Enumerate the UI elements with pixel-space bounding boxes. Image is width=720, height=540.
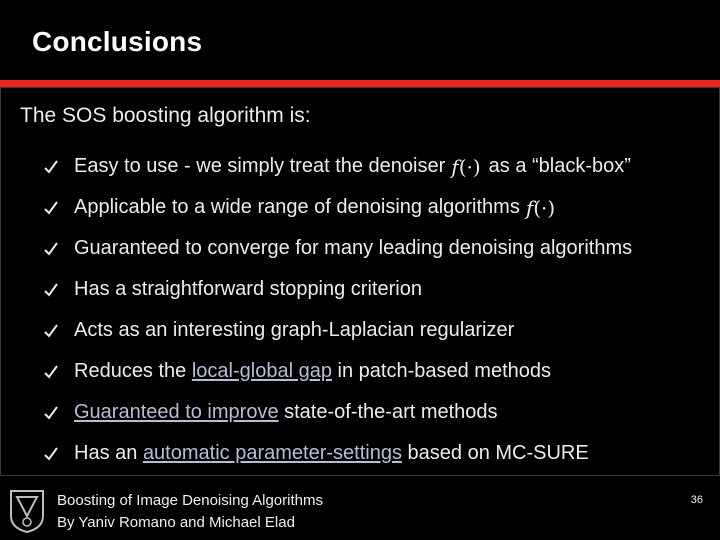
bullet-text: Applicable to a wide range of denoising algorithms bbox=[74, 196, 520, 218]
bullet-text: Has an bbox=[74, 442, 138, 464]
bullet-item bbox=[44, 310, 632, 351]
math-function: f bbox=[451, 154, 459, 179]
checkmark-icon bbox=[44, 283, 66, 297]
math-expression bbox=[451, 155, 480, 179]
bullet-item bbox=[44, 392, 632, 433]
checkmark-icon bbox=[44, 324, 66, 338]
page-number: 36 bbox=[690, 494, 703, 506]
bullet-item bbox=[44, 146, 632, 187]
bullet-text: based on MC-SURE bbox=[407, 442, 589, 464]
bullet-text: Easy to use - we simply treat the denoiser bbox=[74, 155, 446, 177]
guaranteed-to-improve-link[interactable]: Guaranteed to improve bbox=[74, 401, 279, 423]
math-argument: (·) bbox=[458, 154, 481, 179]
bullet-item bbox=[44, 187, 632, 228]
bullet-item bbox=[44, 269, 632, 310]
slide-title: Conclusions bbox=[32, 26, 203, 57]
bullet-text: Has a straightforward stopping criterion bbox=[74, 278, 422, 300]
bullet-text: Reduces the bbox=[74, 360, 187, 382]
bullet-item bbox=[44, 228, 632, 269]
footer-title: Boosting of Image Denoising Algorithms bbox=[57, 492, 323, 509]
bullet-item bbox=[44, 433, 632, 474]
math-expression bbox=[526, 196, 555, 220]
checkmark-icon bbox=[44, 242, 66, 256]
bullet-text: in patch-based methods bbox=[337, 360, 551, 382]
bullet-text: state-of-the-art methods bbox=[284, 401, 498, 423]
technion-logo-icon bbox=[8, 488, 46, 534]
math-argument: (·) bbox=[533, 195, 556, 220]
slide-footer bbox=[0, 480, 720, 540]
footer-text bbox=[57, 490, 323, 534]
bullet-text: as a “black-box” bbox=[488, 155, 631, 177]
checkmark-icon bbox=[44, 447, 66, 461]
math-function: f bbox=[525, 195, 534, 220]
bullet-text: Acts as an interesting graph-Laplacian regularizer bbox=[74, 319, 515, 341]
checkmark-icon bbox=[44, 201, 66, 215]
checkmark-icon bbox=[44, 160, 66, 174]
footer-authors: By Yaniv Romano and Michael Elad bbox=[57, 514, 295, 531]
checkmark-icon bbox=[44, 406, 66, 420]
automatic-parameter-settings-link[interactable]: automatic parameter-settings bbox=[142, 442, 402, 464]
local-global-gap-link[interactable]: local-global gap bbox=[191, 360, 332, 382]
intro-text: The SOS boosting algorithm is: bbox=[20, 104, 311, 127]
bullet-list bbox=[44, 146, 632, 474]
title-rule bbox=[0, 80, 720, 87]
bullet-item bbox=[44, 351, 632, 392]
bullet-text: Guaranteed to converge for many leading denoising algorithms bbox=[74, 237, 633, 259]
checkmark-icon bbox=[44, 365, 66, 379]
